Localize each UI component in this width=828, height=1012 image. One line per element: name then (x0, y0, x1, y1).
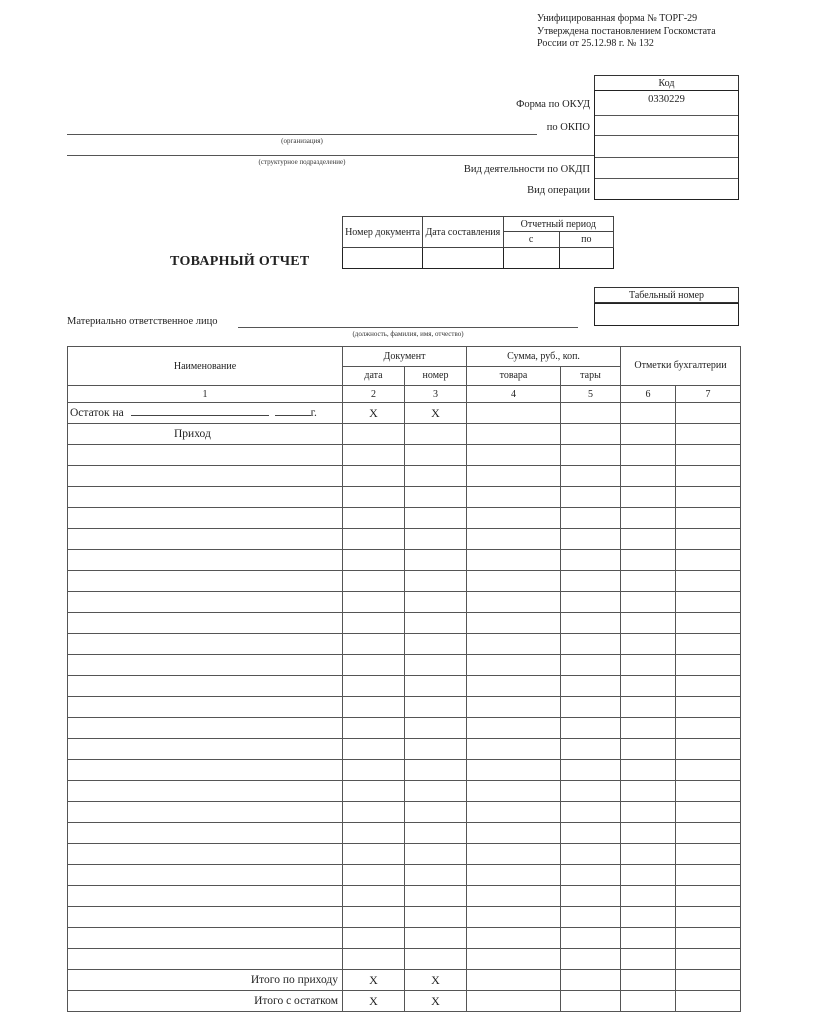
cell[interactable] (68, 823, 343, 844)
cell[interactable] (621, 466, 676, 487)
cell[interactable] (405, 739, 467, 760)
cell[interactable] (343, 508, 405, 529)
cell[interactable] (343, 445, 405, 466)
cell[interactable] (467, 697, 561, 718)
cell[interactable] (68, 508, 343, 529)
cell[interactable] (405, 424, 467, 445)
document-number-table (342, 216, 614, 269)
table-row (68, 508, 741, 529)
responsible-label: Материально ответственное лицо (67, 316, 218, 327)
cell[interactable] (561, 550, 621, 571)
cell[interactable] (561, 991, 621, 1012)
cell[interactable] (621, 676, 676, 697)
cell[interactable] (467, 655, 561, 676)
cell[interactable] (405, 886, 467, 907)
period-to-cell[interactable] (559, 248, 613, 269)
cell[interactable] (467, 676, 561, 697)
doc-date-header: Дата составления (423, 217, 503, 248)
table-row (68, 865, 741, 886)
form-name: Унифицированная форма № ТОРГ-29 (537, 13, 698, 24)
cell[interactable] (676, 676, 741, 697)
period-to-header: по (559, 232, 613, 248)
cell[interactable] (561, 655, 621, 676)
cell[interactable] (676, 466, 741, 487)
cell[interactable] (561, 907, 621, 928)
cell[interactable] (621, 550, 676, 571)
cell[interactable] (676, 655, 741, 676)
empty-rows (68, 445, 741, 970)
responsible-line[interactable] (238, 327, 578, 328)
cell[interactable] (68, 676, 343, 697)
okud-value: 0330229 (648, 94, 685, 105)
table-row (68, 466, 741, 487)
cell[interactable] (68, 802, 343, 823)
cell[interactable] (343, 571, 405, 592)
cell[interactable] (68, 571, 343, 592)
cell[interactable] (561, 760, 621, 781)
cell[interactable] (467, 865, 561, 886)
code-header: Код (594, 75, 739, 90)
cell[interactable] (68, 718, 343, 739)
cell[interactable] (467, 928, 561, 949)
cell[interactable] (676, 865, 741, 886)
cell[interactable] (561, 886, 621, 907)
cell[interactable] (467, 991, 561, 1012)
goods-table (67, 346, 741, 1012)
operation-label: Вид операции (527, 185, 590, 196)
doc-number-cell[interactable] (343, 248, 423, 269)
col-name-header: Наименование (68, 347, 343, 386)
cell[interactable] (676, 403, 741, 424)
cell[interactable] (621, 844, 676, 865)
cell[interactable] (343, 760, 405, 781)
cell[interactable] (676, 424, 741, 445)
cell[interactable] (68, 592, 343, 613)
cell[interactable] (676, 760, 741, 781)
cell[interactable] (561, 781, 621, 802)
period-from-cell[interactable] (503, 248, 559, 269)
cell[interactable] (343, 592, 405, 613)
cell[interactable] (343, 613, 405, 634)
cell[interactable] (343, 949, 405, 970)
cell[interactable] (467, 466, 561, 487)
form-legal-note (537, 13, 757, 51)
cell[interactable] (621, 487, 676, 508)
cell[interactable] (561, 634, 621, 655)
cell[interactable] (621, 634, 676, 655)
cell[interactable] (68, 865, 343, 886)
col-num-5: 5 (561, 386, 621, 403)
cell[interactable] (676, 907, 741, 928)
cell[interactable] (561, 823, 621, 844)
table-row (68, 739, 741, 760)
cell[interactable] (676, 529, 741, 550)
cell[interactable] (467, 613, 561, 634)
cell[interactable] (343, 424, 405, 445)
cell[interactable] (68, 844, 343, 865)
cell[interactable] (405, 634, 467, 655)
cell[interactable] (561, 508, 621, 529)
period-header: Отчетный период (503, 217, 613, 232)
cell[interactable] (467, 844, 561, 865)
year-suffix: г. (310, 407, 317, 419)
cell[interactable] (467, 508, 561, 529)
cell[interactable] (467, 571, 561, 592)
approved-by: Утверждена постановлением Госкомстата (537, 25, 716, 37)
cell[interactable] (405, 676, 467, 697)
cell[interactable] (405, 550, 467, 571)
cell[interactable] (343, 802, 405, 823)
cell[interactable] (405, 655, 467, 676)
table-row (68, 823, 741, 844)
doc-number-header: Номер документа (343, 217, 423, 248)
cell[interactable] (68, 781, 343, 802)
cell[interactable] (467, 487, 561, 508)
cell[interactable] (405, 613, 467, 634)
x-mark: X (343, 403, 405, 424)
cell[interactable] (68, 949, 343, 970)
x-mark: X (343, 970, 405, 991)
cell[interactable] (68, 445, 343, 466)
cell[interactable] (467, 823, 561, 844)
cell[interactable] (561, 487, 621, 508)
cell[interactable] (561, 529, 621, 550)
organization-line[interactable] (67, 134, 537, 135)
total-with-remainder-label: Итого с остатком (68, 991, 343, 1012)
cell[interactable] (676, 445, 741, 466)
cell[interactable] (676, 550, 741, 571)
remainder-label: Остаток на (70, 407, 124, 419)
x-mark: X (343, 991, 405, 1012)
cell[interactable] (405, 529, 467, 550)
cell[interactable] (561, 865, 621, 886)
table-row (68, 949, 741, 970)
cell[interactable] (676, 991, 741, 1012)
cell[interactable] (676, 697, 741, 718)
cell[interactable] (405, 508, 467, 529)
cell[interactable] (621, 802, 676, 823)
cell[interactable] (68, 697, 343, 718)
cell[interactable] (343, 781, 405, 802)
cell[interactable] (561, 739, 621, 760)
cell[interactable] (68, 655, 343, 676)
cell[interactable] (561, 445, 621, 466)
cell[interactable] (343, 823, 405, 844)
cell[interactable] (676, 634, 741, 655)
cell[interactable] (405, 487, 467, 508)
okud-label: Форма по ОКУД (516, 99, 590, 110)
cell[interactable] (621, 613, 676, 634)
cell[interactable] (68, 550, 343, 571)
col-num-3: 3 (405, 386, 467, 403)
cell[interactable] (343, 928, 405, 949)
income-row (68, 424, 741, 445)
cell[interactable] (621, 529, 676, 550)
col-num-7: 7 (676, 386, 741, 403)
cell[interactable] (343, 844, 405, 865)
cell[interactable] (68, 760, 343, 781)
responsible-caption: (должность, фамилия, имя, отчество) (352, 330, 464, 338)
cell[interactable] (621, 907, 676, 928)
cell[interactable] (467, 718, 561, 739)
cell[interactable] (467, 886, 561, 907)
cell[interactable] (68, 928, 343, 949)
col-document-header: Документ (343, 347, 467, 367)
cell[interactable] (343, 655, 405, 676)
cell[interactable] (621, 592, 676, 613)
cell[interactable] (561, 676, 621, 697)
cell[interactable] (561, 718, 621, 739)
cell[interactable] (561, 949, 621, 970)
total-with-remainder-row (68, 991, 741, 1012)
table-row (68, 718, 741, 739)
col-num-2: 2 (343, 386, 405, 403)
cell[interactable] (621, 823, 676, 844)
cell[interactable] (405, 571, 467, 592)
total-income-row (68, 970, 741, 991)
col-goods-header: товара (467, 366, 561, 386)
table-row (68, 907, 741, 928)
cell[interactable] (405, 697, 467, 718)
cell[interactable] (621, 760, 676, 781)
cell[interactable] (621, 697, 676, 718)
cell[interactable] (405, 865, 467, 886)
remainder-cell (68, 403, 343, 424)
approved-date: России от 25.12.98 г. № 132 (537, 38, 654, 49)
table-row (68, 802, 741, 823)
cell[interactable] (561, 592, 621, 613)
tab-number-cell[interactable] (594, 303, 739, 326)
cell[interactable] (405, 928, 467, 949)
cell[interactable] (676, 802, 741, 823)
cell[interactable] (561, 466, 621, 487)
cell[interactable] (621, 403, 676, 424)
income-label: Приход (68, 424, 343, 445)
cell[interactable] (561, 613, 621, 634)
cell[interactable] (467, 445, 561, 466)
cell[interactable] (621, 949, 676, 970)
col-num-1: 1 (68, 386, 343, 403)
cell[interactable] (68, 634, 343, 655)
cell[interactable] (676, 487, 741, 508)
cell[interactable] (676, 508, 741, 529)
cell[interactable] (343, 487, 405, 508)
table-row (68, 634, 741, 655)
cell[interactable] (68, 613, 343, 634)
cell[interactable] (405, 718, 467, 739)
cell[interactable] (467, 424, 561, 445)
division-caption: (структурное подразделение) (258, 158, 346, 166)
code-values-box (594, 90, 739, 200)
cell[interactable] (621, 571, 676, 592)
cell[interactable] (405, 844, 467, 865)
cell[interactable] (676, 592, 741, 613)
cell[interactable] (621, 508, 676, 529)
table-row (68, 529, 741, 550)
cell[interactable] (621, 739, 676, 760)
cell[interactable] (676, 886, 741, 907)
cell[interactable] (621, 928, 676, 949)
division-line[interactable] (67, 155, 594, 156)
cell[interactable] (676, 823, 741, 844)
table-row (68, 928, 741, 949)
table-row (68, 697, 741, 718)
cell[interactable] (676, 781, 741, 802)
cell[interactable] (676, 949, 741, 970)
cell[interactable] (343, 718, 405, 739)
cell[interactable] (621, 991, 676, 1012)
cell[interactable] (467, 949, 561, 970)
cell[interactable] (561, 928, 621, 949)
cell[interactable] (467, 760, 561, 781)
table-row (68, 487, 741, 508)
cell[interactable] (68, 529, 343, 550)
col-tare-header: тары (561, 366, 621, 386)
cell[interactable] (561, 844, 621, 865)
cell[interactable] (68, 739, 343, 760)
cell[interactable] (467, 592, 561, 613)
cell[interactable] (561, 403, 621, 424)
cell[interactable] (621, 781, 676, 802)
organization-caption: (организация) (281, 137, 323, 145)
doc-date-cell[interactable] (423, 248, 503, 269)
cell[interactable] (68, 466, 343, 487)
cell[interactable] (405, 592, 467, 613)
cell[interactable] (621, 970, 676, 991)
table-row (68, 592, 741, 613)
cell[interactable] (405, 823, 467, 844)
cell[interactable] (561, 697, 621, 718)
remainder-date-line[interactable] (131, 415, 269, 416)
table-row (68, 781, 741, 802)
cell[interactable] (467, 550, 561, 571)
table-row (68, 655, 741, 676)
col-sum-header: Сумма, руб., коп. (467, 347, 621, 367)
table-row (68, 445, 741, 466)
cell[interactable] (405, 445, 467, 466)
cell[interactable] (343, 697, 405, 718)
x-mark: X (405, 970, 467, 991)
table-row (68, 676, 741, 697)
cell[interactable] (561, 571, 621, 592)
cell[interactable] (621, 718, 676, 739)
table-row (68, 550, 741, 571)
cell[interactable] (467, 970, 561, 991)
cell[interactable] (467, 634, 561, 655)
cell[interactable] (343, 550, 405, 571)
remainder-row (68, 403, 741, 424)
cell[interactable] (467, 529, 561, 550)
cell[interactable] (343, 634, 405, 655)
cell[interactable] (676, 928, 741, 949)
cell[interactable] (621, 424, 676, 445)
cell[interactable] (621, 865, 676, 886)
cell[interactable] (343, 865, 405, 886)
okpo-label: по ОКПО (546, 122, 590, 133)
cell[interactable] (343, 676, 405, 697)
col-num-6: 6 (621, 386, 676, 403)
cell[interactable] (676, 739, 741, 760)
cell[interactable] (467, 802, 561, 823)
table-row (68, 886, 741, 907)
cell[interactable] (405, 802, 467, 823)
cell[interactable] (343, 529, 405, 550)
cell[interactable] (676, 718, 741, 739)
cell[interactable] (68, 886, 343, 907)
cell[interactable] (676, 844, 741, 865)
total-income-label: Итого по приходу (68, 970, 343, 991)
cell[interactable] (343, 739, 405, 760)
page-title: ТОВАРНЫЙ ОТЧЕТ (170, 254, 310, 269)
cell[interactable] (343, 466, 405, 487)
col-num-4: 4 (467, 386, 561, 403)
remainder-year-line[interactable] (275, 415, 311, 416)
cell[interactable] (467, 907, 561, 928)
cell[interactable] (621, 886, 676, 907)
cell[interactable] (676, 970, 741, 991)
cell[interactable] (405, 466, 467, 487)
cell[interactable] (621, 445, 676, 466)
cell[interactable] (68, 907, 343, 928)
cell[interactable] (561, 802, 621, 823)
tab-number-header: Табельный номер (594, 287, 739, 303)
cell[interactable] (343, 886, 405, 907)
cell[interactable] (467, 781, 561, 802)
col-date-header: дата (343, 366, 405, 386)
cell[interactable] (405, 781, 467, 802)
table-row (68, 571, 741, 592)
cell[interactable] (405, 760, 467, 781)
cell[interactable] (561, 970, 621, 991)
col-number-header: номер (405, 366, 467, 386)
cell[interactable] (676, 571, 741, 592)
x-mark: X (405, 403, 467, 424)
cell[interactable] (467, 739, 561, 760)
table-row (68, 844, 741, 865)
table-row (68, 760, 741, 781)
cell[interactable] (405, 949, 467, 970)
cell[interactable] (561, 424, 621, 445)
cell[interactable] (68, 487, 343, 508)
period-from-header: с (503, 232, 559, 248)
cell[interactable] (467, 403, 561, 424)
table-row (68, 613, 741, 634)
cell[interactable] (405, 907, 467, 928)
okdp-label: Вид деятельности по ОКДП (463, 164, 590, 175)
cell[interactable] (621, 655, 676, 676)
cell[interactable] (676, 613, 741, 634)
x-mark: X (405, 991, 467, 1012)
col-marks-header: Отметки бухгалтерии (621, 347, 741, 386)
cell[interactable] (343, 907, 405, 928)
